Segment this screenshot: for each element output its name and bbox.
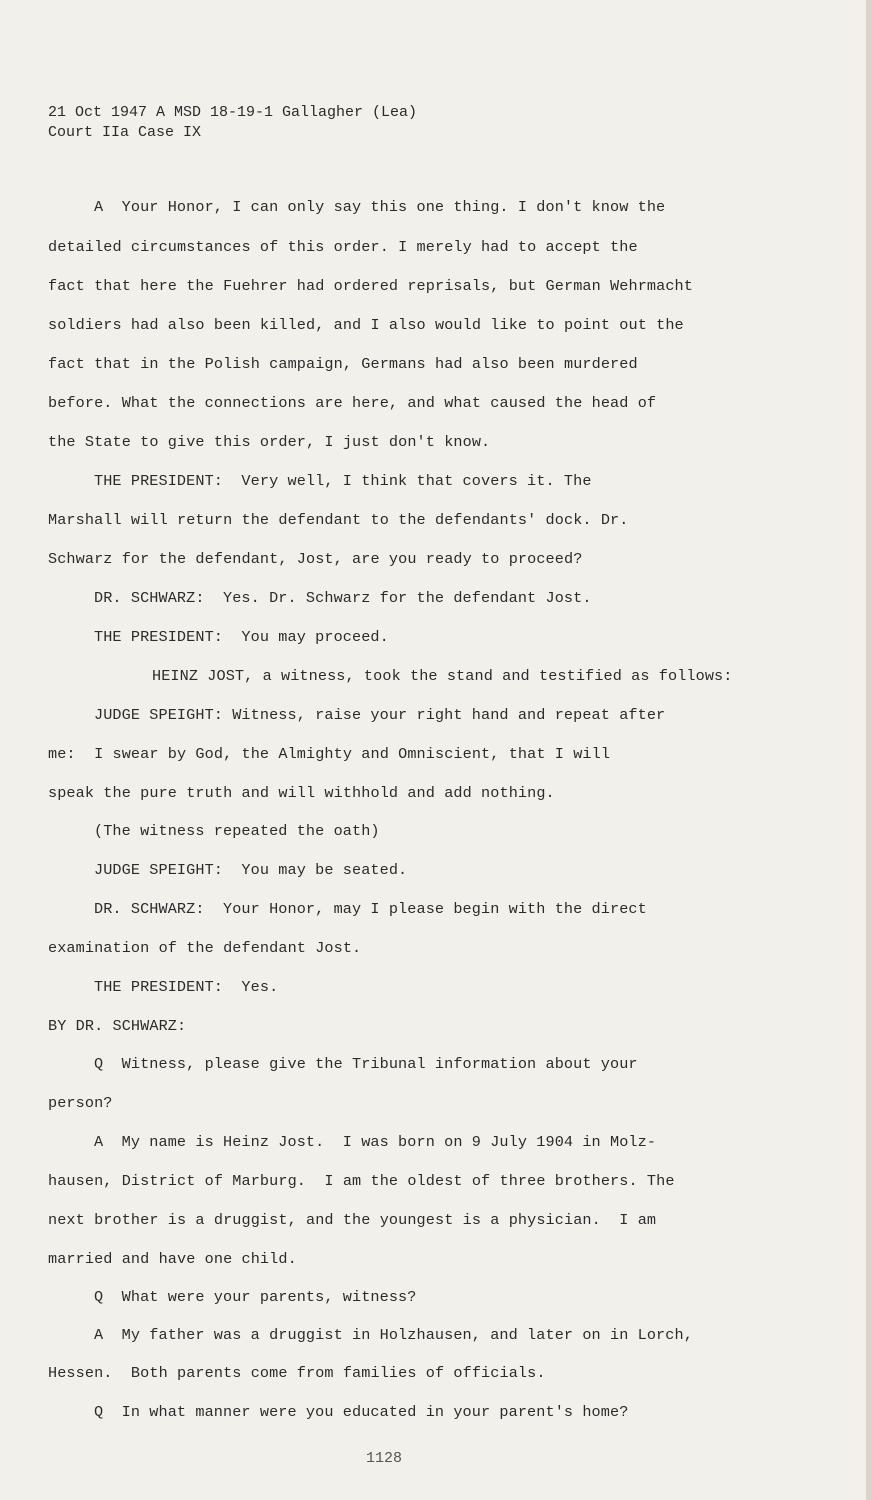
text-line: speak the pure truth and will withhold and add nothing. [48,784,555,802]
text-line: me: I swear by God, the Almighty and Omniscient, that I will [48,745,611,763]
text-line: DR. SCHWARZ: Yes. Dr. Schwarz for the defendant Jost. [94,589,592,607]
text-line: Q In what manner were you educated in your parent's home? [94,1403,629,1421]
text-line: examination of the defendant Jost. [48,939,362,957]
text-line: detailed circumstances of this order. I merely had to accept the [48,238,638,256]
header-line-1: 21 Oct 1947 A MSD 18-19-1 Gallagher (Lea) [48,104,418,121]
text-line: fact that in the Polish campaign, Germans had also been murdered [48,355,638,373]
text-line: THE PRESIDENT: Very well, I think that covers it. The [94,472,592,490]
text-line: person? [48,1094,113,1112]
text-line: THE PRESIDENT: You may proceed. [94,628,389,646]
text-line: A Your Honor, I can only say this one thing. I don't know the [94,198,666,216]
text-line: THE PRESIDENT: Yes. [94,978,279,996]
text-line: HEINZ JOST, a witness, took the stand and testified as follows: [152,667,733,685]
text-line: Schwarz for the defendant, Jost, are you ready to proceed? [48,550,583,568]
text-line: before. What the connections are here, and what caused the head of [48,394,657,412]
text-line: Hessen. Both parents come from families of officials. [48,1364,546,1382]
text-line: BY DR. SCHWARZ: [48,1017,187,1035]
page-number: 1128 [366,1450,403,1467]
text-line: Q What were your parents, witness? [94,1288,417,1306]
text-line: Marshall will return the defendant to the defendants' dock. Dr. [48,511,629,529]
text-line: DR. SCHWARZ: Your Honor, may I please begin with the direct [94,900,647,918]
text-line: JUDGE SPEIGHT: You may be seated. [94,861,408,879]
text-line: Q Witness, please give the Tribunal information about your [94,1055,638,1073]
text-line: the State to give this order, I just don't know. [48,433,491,451]
text-line: next brother is a druggist, and the youngest is a physician. I am [48,1211,657,1229]
text-line: A My father was a druggist in Holzhausen, and later on in Lorch, [94,1326,693,1344]
header-line-2: Court IIa Case IX [48,124,202,141]
text-line: (The witness repeated the oath) [94,822,380,840]
text-line: fact that here the Fuehrer had ordered reprisals, but German Wehrmacht [48,277,693,295]
text-line: married and have one child. [48,1250,297,1268]
text-line: A My name is Heinz Jost. I was born on 9 July 1904 in Molz- [94,1133,657,1151]
text-line: JUDGE SPEIGHT: Witness, raise your right hand and repeat after [94,706,666,724]
text-line: hausen, District of Marburg. I am the oldest of three brothers. The [48,1172,675,1190]
text-line: soldiers had also been killed, and I also would like to point out the [48,316,684,334]
